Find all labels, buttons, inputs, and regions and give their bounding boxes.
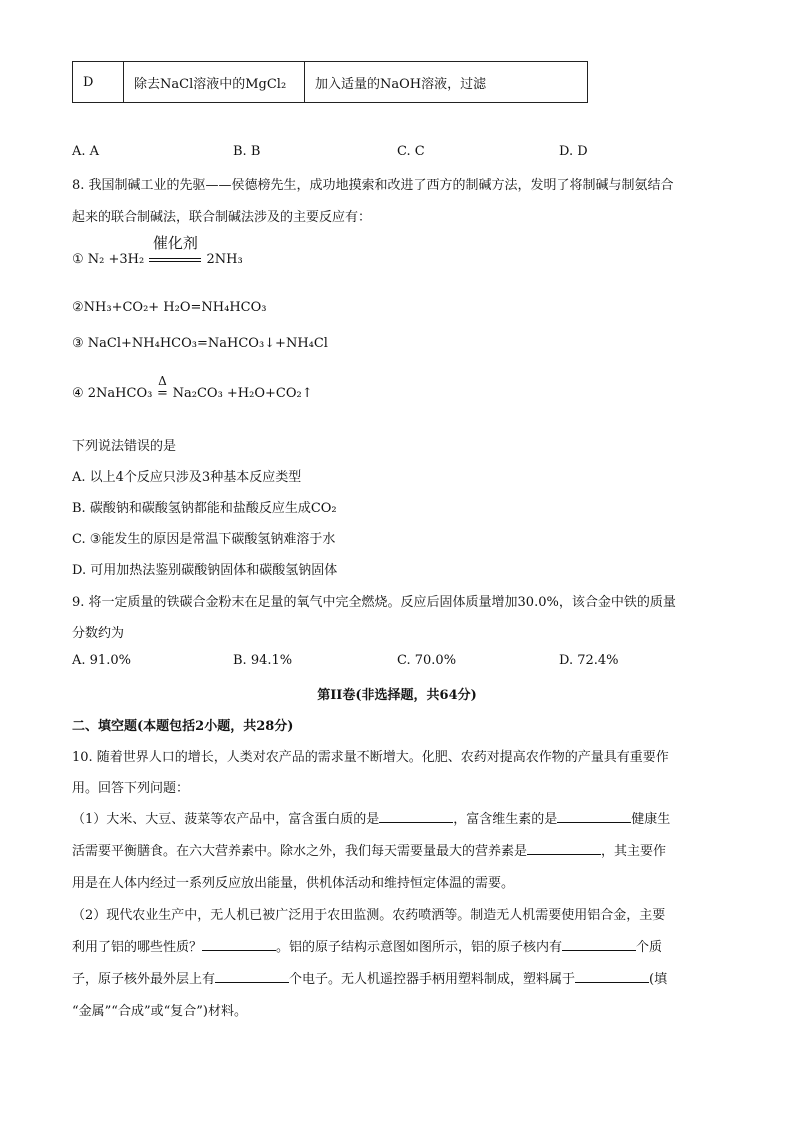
- q8-reaction-2: ②NH₃+CO₂+ H₂O=NH₄HCO₃: [72, 300, 267, 315]
- reaction-4-condition: Δ =: [157, 374, 168, 401]
- text-span: 活需要平衡膳食。在六大营养素中。除水之外，我们每天需要量最大的营养素是: [72, 844, 528, 859]
- text-span: 个电子。无人机遥控器手柄用塑料制成，塑料属于: [289, 972, 576, 987]
- answer-blank[interactable]: [202, 938, 276, 951]
- q10-part-1-line-2: [72, 840, 666, 859]
- q10-part-2-line-4: “金属”“合成”或“复合”)材料。: [72, 1004, 247, 1019]
- text-span: 。铝的原子结构示意图如图所示，铝的原子核内有: [276, 940, 563, 955]
- answer-blank[interactable]: [562, 938, 636, 951]
- q9-stem-line-1: 9. 将一定质量的铁碳合金粉末在足量的氧气中完全燃烧。反应后固体质量增加30.0%，该合金中铁的质量: [72, 595, 676, 610]
- q10-intro-line-1: 10. 随着世界人口的增长，人类对农产品的需求量不断增大。化肥、农药对提高农作物的产量具有重要作: [72, 750, 669, 765]
- text-span: （1）大米、大豆、菠菜等农产品中，富含蛋白质的是: [72, 812, 380, 827]
- q8-option-b: B. 碳酸钠和碳酸氢钠都能和盐酸反应生成CO₂: [72, 501, 337, 516]
- reaction-1-reactants: ① N₂ +3H₂: [72, 252, 145, 267]
- q7-option-b: B. B: [233, 144, 261, 159]
- q8-stem-line-1: 8. 我国制碱工业的先驱——侯德榜先生，成功地摸索和改进了西方的制碱方法，发明了将制碱与制氨结合: [72, 178, 674, 193]
- reaction-1-products: 2NH₃: [206, 252, 243, 267]
- section-2-title: 二、填空题(本题包括2小题，共28分): [72, 719, 294, 734]
- answer-blank[interactable]: [527, 842, 601, 855]
- answer-blank[interactable]: [575, 970, 649, 983]
- table-cell-option: D: [73, 62, 124, 103]
- q8-option-c: C. ③能发生的原因是常温下碳酸氢钠难溶于水: [72, 532, 336, 547]
- q8-question: 下列说法错误的是: [72, 439, 177, 454]
- reaction-4-products: Na₂CO₃ +H₂O+CO₂↑: [172, 386, 313, 401]
- q8-reaction-4: [72, 374, 313, 401]
- q7-option-d: D. D: [559, 144, 588, 159]
- text-span: 子，原子核外最外层上有: [72, 972, 216, 987]
- equals-sign: [149, 258, 201, 262]
- q8-reaction-3: ③ NaCl+NH₄HCO₃=NaHCO₃↓+NH₄Cl: [72, 336, 328, 351]
- q8-reaction-1: [72, 234, 243, 267]
- q8-option-d: D. 可用加热法鉴别碳酸钠固体和碳酸氢钠固体: [72, 563, 338, 578]
- reaction-1-condition: [148, 234, 202, 267]
- q10-part-1-line-3: 用是在人体内经过一系列反应放出能量，供机体活动和维持恒定体温的需要。: [72, 876, 515, 891]
- answer-blank[interactable]: [215, 970, 289, 983]
- q10-part-2-line-1: （2）现代农业生产中，无人机已被广泛用于农田监测。农药喷洒等。制造无人机需要使用铝合金，主要: [72, 908, 666, 923]
- table-cell-method: 加入适量的NaOH溶液，过滤: [305, 62, 588, 103]
- q7-option-c: C. C: [397, 144, 425, 159]
- q9-stem-line-2: 分数约为: [72, 626, 125, 641]
- q10-part-2-line-3: [72, 968, 667, 987]
- q10-intro-line-2: 用。回答下列问题：: [72, 781, 190, 796]
- q9-option-b: B. 94.1%: [233, 653, 293, 668]
- part-2-title: 第II卷(非选择题，共64分): [317, 688, 477, 703]
- q8-option-a: A. 以上4个反应只涉及3种基本反应类型: [72, 470, 302, 485]
- heat-symbol: Δ: [158, 374, 167, 388]
- text-span: (填: [649, 972, 668, 987]
- q9-option-a: A. 91.0%: [72, 653, 131, 668]
- q9-option-d: D. 72.4%: [559, 653, 619, 668]
- answer-blank[interactable]: [379, 810, 453, 823]
- answer-blank[interactable]: [557, 810, 631, 823]
- text-span: 利用了铝的哪些性质？: [72, 940, 203, 955]
- q10-part-2-line-2: [72, 936, 662, 955]
- catalyst-label: 催化剂: [152, 234, 198, 252]
- options-table: [72, 61, 588, 103]
- table-cell-purpose: 除去NaCl溶液中的MgCl₂: [124, 62, 305, 103]
- q8-stem-line-2: 起来的联合制碱法，联合制碱法涉及的主要反应有：: [72, 210, 372, 225]
- q9-option-c: C. 70.0%: [397, 653, 457, 668]
- reaction-4-reactants: ④ 2NaHCO₃: [72, 386, 153, 401]
- table-row: [73, 62, 588, 103]
- q10-part-1-line-1: [72, 808, 670, 827]
- q7-option-a: A. A: [72, 144, 100, 159]
- text-span: ，富含维生素的是: [453, 812, 558, 827]
- text-span: ，其主要作: [601, 844, 667, 859]
- text-span: 健康生: [631, 812, 671, 827]
- text-span: 个质: [636, 940, 663, 955]
